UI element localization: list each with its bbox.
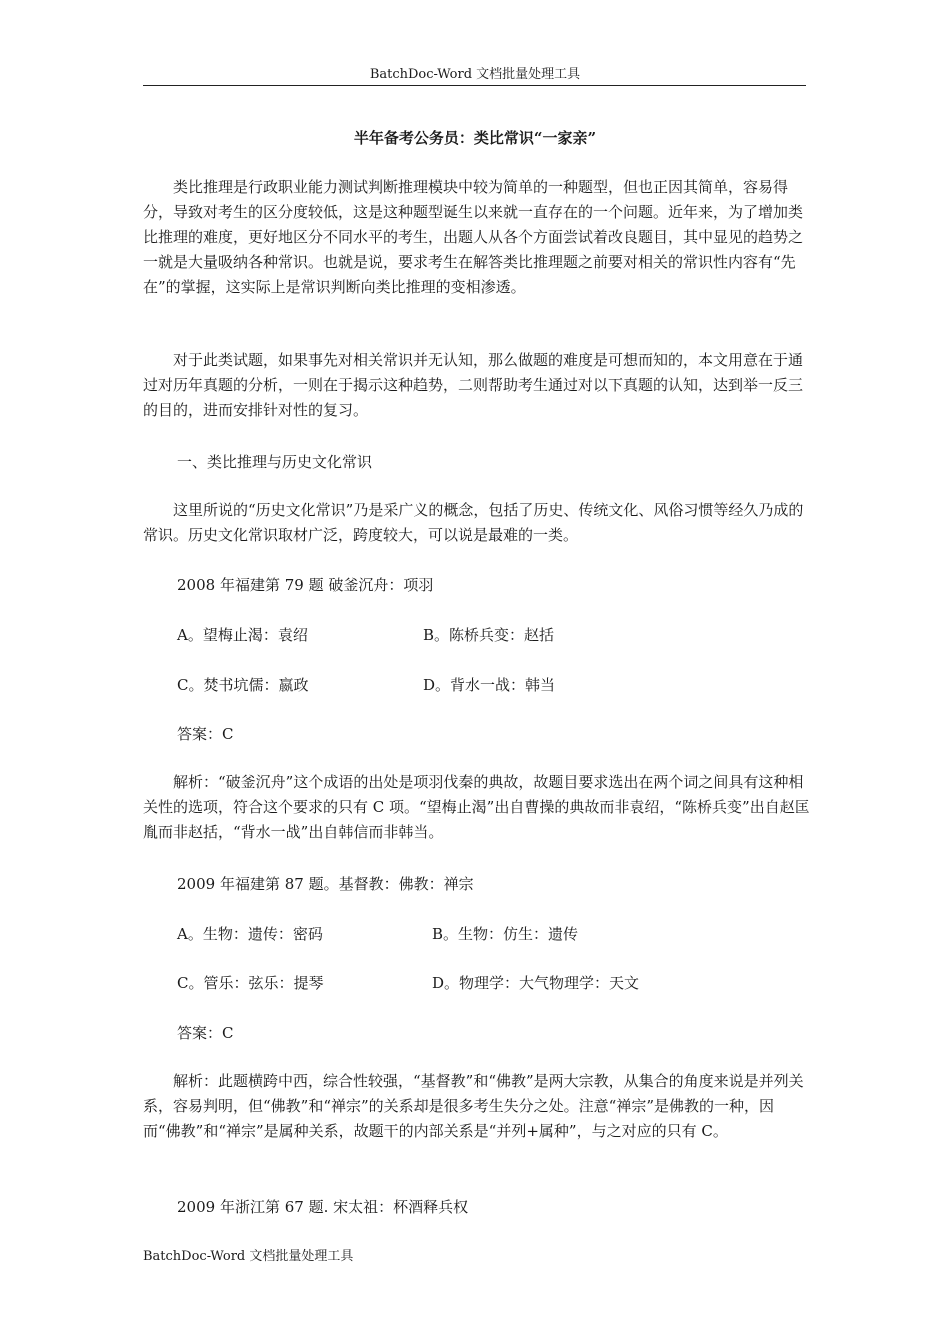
question-2-stem: 2009 年福建第 87 题。基督教：佛教：禅宗 (177, 875, 474, 893)
header-rule (143, 85, 806, 86)
question-3-stem: 2009 年浙江第 67 题. 宋太祖：杯酒释兵权 (177, 1198, 469, 1216)
question-1-option-b: B。陈桥兵变：赵括 (423, 626, 555, 644)
question-1-answer: 答案：C (177, 725, 234, 743)
question-1-option-a: A。望梅止渴：袁绍 (177, 626, 308, 644)
question-1-option-d: D。背水一战：韩当 (423, 676, 556, 694)
section-heading: 一、类比推理与历史文化常识 (177, 453, 373, 471)
intro-paragraph-1: 类比推理是行政职业能力测试判断推理模块中较为简单的一种题型，但也正因其简单，容易得分，导致对考生的区分度较低，这是这种题型诞生以来就一直存在的一个问题。近年来，为了增加类比推理的难度，更好地区分不同水平的考生，出题人从各个方面尝试着改良题目，其中显见的趋势之一就是大量吸纳各种常识。也就是说，要求考生在解答类比推理题之前要对相关的常识性内容有“先在”的掌握，这实际上是常识判断向类比推理的变相渗透。 (143, 178, 804, 296)
question-1-option-c: C。焚书坑儒：嬴政 (177, 676, 309, 694)
page-footer: BatchDoc-Word 文档批量处理工具 (143, 1249, 354, 1264)
section-description: 这里所说的“历史文化常识”乃是采广义的概念，包括了历史、传统文化、风俗习惯等经久乃成的常识。历史文化常识取材广泛，跨度较大，可以说是最难的一类。 (143, 501, 804, 544)
question-1-stem: 2008 年福建第 79 题 破釜沉舟：项羽 (177, 576, 434, 594)
question-2-option-c: C。管乐：弦乐：提琴 (177, 974, 324, 992)
question-2-option-b: B。生物：仿生：遗传 (432, 925, 579, 943)
question-2-option-d: D。物理学：大气物理学：天文 (432, 974, 640, 992)
question-1-analysis: 解析：“破釜沉舟”这个成语的出处是项羽伐秦的典故，故题目要求选出在两个词之间具有这种相关性的选项，符合这个要求的只有 C 项。“望梅止渴”出自曹操的典故而非袁绍，“陈桥兵变”出自赵匡胤而非赵括，“背水一战”出自韩信而非韩当。 (143, 773, 810, 841)
question-2-analysis: 解析：此题横跨中西，综合性较强，“基督教”和“佛教”是两大宗教，从集合的角度来说是并列关系，容易判明，但“佛教”和“禅宗”的关系却是很多考生失分之处。注意“禅宗”是佛教的一种，因而“佛教”和“禅宗”是属种关系，故题干的内部关系是“并列+属种”，与之对应的只有 C。 (143, 1072, 804, 1140)
question-2-option-a: A。生物：遗传：密码 (177, 925, 323, 943)
question-2-answer: 答案：C (177, 1024, 234, 1042)
page-header: BatchDoc-Word 文档批量处理工具 (369, 67, 581, 82)
document-title: 半年备考公务员：类比常识“一家亲” (353, 129, 597, 147)
intro-paragraph-2: 对于此类试题，如果事先对相关常识并无认知，那么做题的难度是可想而知的，本文用意在于通过对历年真题的分析，一则在于揭示这种趋势，二则帮助考生通过对以下真题的认知，达到举一反三的目的，进而安排针对性的复习。 (143, 351, 804, 419)
